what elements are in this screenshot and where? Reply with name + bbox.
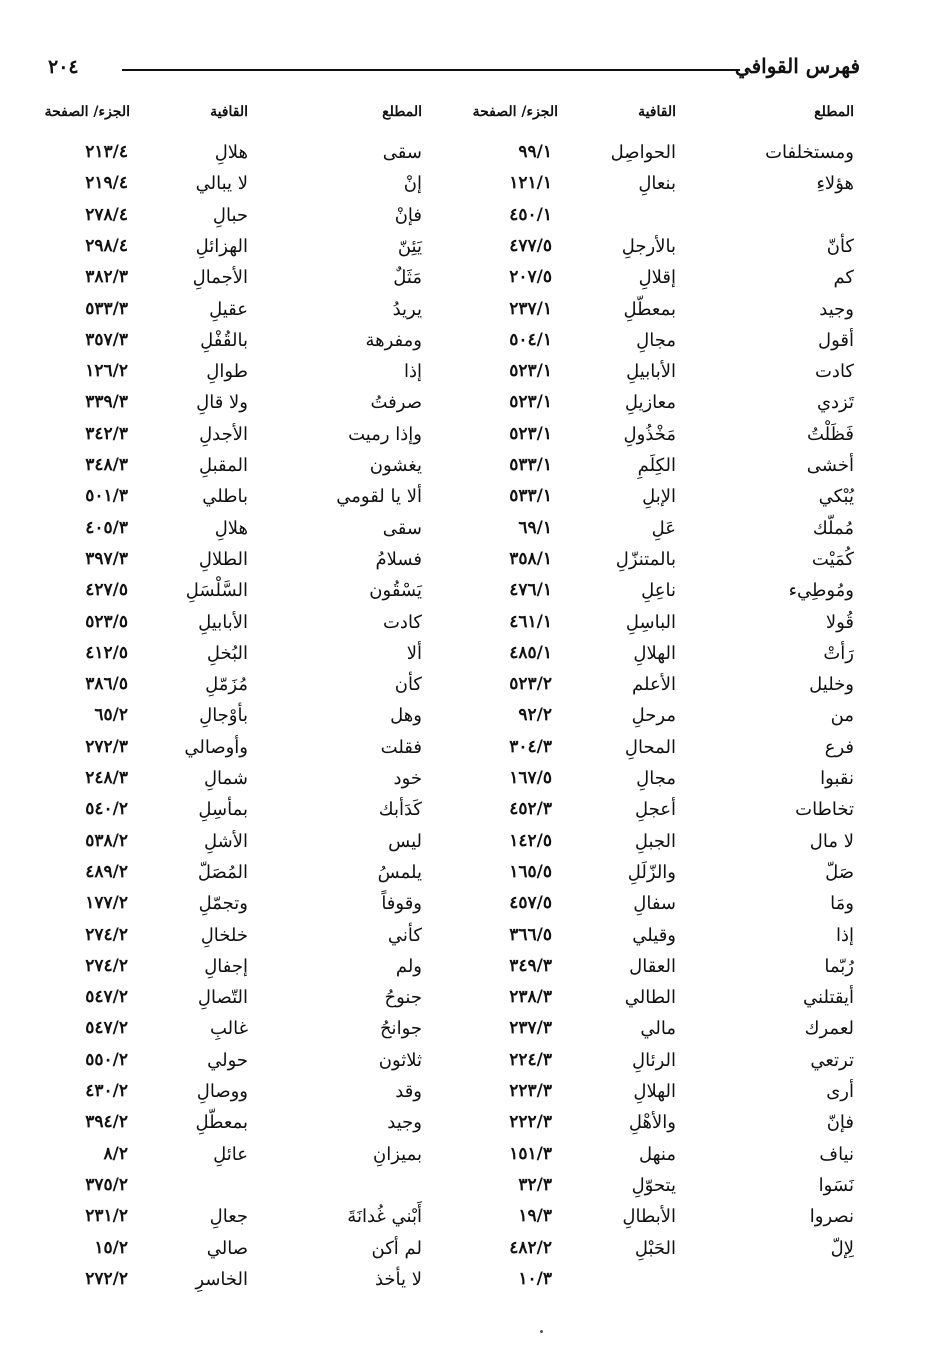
right-opening-cell: هؤلاءِ: [816, 173, 854, 195]
left-ref-cell: ٢٧٨/٤: [85, 204, 128, 225]
right-rhyme-cell: سفالِ: [633, 893, 676, 915]
left-opening-cell: ومفرهة: [365, 329, 422, 351]
left-opening-cell: سقى: [382, 517, 422, 539]
left-rhyme-cell: هلالِ: [214, 142, 248, 163]
right-ref-cell: ١٦٥/٥: [509, 861, 552, 882]
right-ref-cell: ٤٦١/١: [509, 611, 552, 632]
left-ref-cell: ٤٨٩/٢: [85, 861, 128, 882]
right-ref-cell: ٢٣٨/٣: [509, 987, 552, 1008]
left-ref-cell: ٤٠٥/٣: [85, 517, 128, 538]
left-rhyme-cell: المُصَلّ: [197, 861, 248, 883]
right-rhyme-cell: معازيلِ: [624, 392, 676, 414]
left-ref-cell: ٢١٩/٤: [85, 173, 128, 194]
left-rhyme-cell: الأجدلِ: [199, 423, 248, 445]
right-ref-cell: ٣٥٨/١: [509, 548, 552, 569]
left-opening-cell: صرفتُ: [370, 392, 422, 414]
right-opening-cell: أيقتلني: [803, 987, 854, 1009]
left-opening-cell: فسلامُ: [375, 548, 422, 570]
left-ref-cell: ٥٢٣/٥: [85, 611, 128, 632]
right-opening-cell: قُولا: [825, 611, 854, 633]
right-opening-cell: أقول: [818, 329, 854, 351]
right-ref-cell: ٥٣٣/١: [509, 455, 552, 475]
right-rhyme-cell: بمعطّلِ: [623, 298, 676, 320]
left-opening-cell: ألا يا لقومي: [336, 486, 422, 508]
left-ref-cell: ٥٤٧/٢: [85, 987, 128, 1008]
right-ref-cell: ١٩/٣: [518, 1206, 552, 1227]
right-rhyme-cell: الحَبْلِ: [634, 1237, 676, 1259]
right-rhyme-cell: الطالي: [624, 987, 676, 1009]
right-ref-cell: ١٥١/٣: [509, 1143, 552, 1164]
right-opening-cell: تَزدي: [816, 392, 854, 414]
right-opening-cell: كم: [833, 267, 854, 289]
left-opening-cell: يلمسُ: [377, 861, 422, 883]
right-ref-cell: ٤٧٧/٥: [509, 235, 552, 256]
left-ref-cell: ٢٧٤/٢: [85, 955, 128, 976]
header-rule: [122, 69, 740, 71]
right-rhyme-cell: الرئالِ: [632, 1049, 676, 1071]
right-opening-cell: ترتعي: [810, 1049, 854, 1071]
left-opening-cell: جوانحُ: [379, 1018, 422, 1040]
right-opening-cell: أخشى: [806, 455, 854, 476]
left-rhyme-cell: غالبِ: [209, 1018, 248, 1040]
right-opening-cell: نَسَوا: [818, 1174, 854, 1196]
right-rhyme-cell: والأهْلِ: [628, 1112, 676, 1134]
right-ref-cell: ٤٨٥/١: [509, 642, 552, 663]
left-opening-cell: خود: [393, 768, 422, 789]
left-opening-cell: وهل: [390, 705, 422, 727]
right-ref-cell: ١٦٧/٥: [509, 768, 552, 788]
left-rhyme-cell: ولا قالِ: [196, 392, 248, 414]
right-opening-cell: صَلّ: [825, 861, 854, 883]
right-ref-cell: ٩٢/٢: [518, 705, 552, 726]
left-opening-cell: ثلاثون: [378, 1049, 422, 1071]
right-ref-cell: ٢٣٧/١: [509, 298, 552, 319]
right-opening-cell: وجيد: [819, 298, 854, 320]
left-rhyme-cell: جعالِ: [209, 1206, 248, 1228]
right-ref-cell: ٥٢٣/٢: [509, 674, 552, 695]
right-rhyme-cell: مَخْذُولِ: [623, 423, 676, 445]
left-rhyme-cell: شمالِ: [203, 768, 248, 789]
right-rhyme-cell: المحالِ: [624, 736, 676, 758]
right-opening-cell: لعمرك: [804, 1018, 854, 1040]
left-rhyme-cell: بأوْجالِ: [199, 705, 248, 727]
left-ref-cell: ١٥/٢: [94, 1237, 128, 1258]
col-header-left-ref: الجزء/ الصفحة: [44, 104, 130, 120]
left-rhyme-cell: وأوصالي: [184, 736, 248, 758]
right-ref-cell: ١٠/٣: [518, 1268, 552, 1289]
left-opening-cell: ليس: [388, 830, 422, 852]
right-ref-cell: ٤٥٢/٣: [509, 799, 552, 820]
left-ref-cell: ٢٧٢/٢: [85, 1268, 128, 1289]
left-ref-cell: ٥٣٨/٢: [85, 830, 128, 851]
left-rhyme-cell: بمعطّلِ: [195, 1112, 248, 1134]
right-ref-cell: ١٢١/١: [509, 173, 552, 194]
right-opening-cell: فرع: [824, 736, 854, 758]
right-rhyme-cell: بالأرجلِ: [621, 235, 676, 257]
left-opening-cell: يَئِنّ: [397, 235, 422, 257]
left-ref-cell: ٢٧٢/٣: [85, 736, 128, 757]
left-rhyme-cell: وتجمّلِ: [198, 893, 248, 915]
left-opening-cell: إذا: [403, 361, 422, 383]
right-ref-cell: ٥٣٣/١: [509, 486, 552, 507]
right-ref-cell: ٣٠٤/٣: [509, 736, 552, 757]
left-ref-cell: ١٧٧/٢: [85, 893, 128, 914]
left-ref-cell: ٢٤٨/٣: [85, 768, 128, 788]
left-rhyme-cell: حولي: [207, 1049, 248, 1071]
left-rhyme-cell: الأبابيلِ: [198, 611, 248, 633]
left-rhyme-cell: الطلالِ: [198, 548, 248, 570]
right-ref-cell: ٢٢٣/٣: [509, 1081, 552, 1101]
right-rhyme-cell: مرحلِ: [631, 705, 676, 727]
right-ref-cell: ٣٢/٣: [518, 1174, 552, 1195]
left-opening-cell: كأن: [394, 674, 422, 696]
left-opening-cell: ألا: [406, 642, 422, 664]
right-opening-cell: ومَا: [830, 893, 854, 915]
left-rhyme-cell: المقبلِ: [198, 455, 248, 476]
right-ref-cell: ٤٥٧/٥: [509, 893, 552, 914]
right-opening-cell: رُبّما: [824, 955, 854, 977]
right-rhyme-cell: عَلِ: [651, 517, 676, 539]
left-rhyme-cell: السَّلْسَلِ: [185, 580, 248, 602]
right-opening-cell: فإنّ: [826, 1112, 854, 1134]
right-opening-cell: تخاطات: [795, 799, 854, 821]
right-rhyme-cell: الباسِلِ: [625, 611, 676, 633]
left-opening-cell: أَبْني غُدانَةَ: [347, 1206, 422, 1228]
left-rhyme-cell: صالي: [206, 1237, 248, 1259]
right-opening-cell: كأنّ: [826, 235, 854, 257]
right-ref-cell: ٣٤٩/٣: [509, 955, 552, 976]
right-opening-cell: إذا: [835, 924, 854, 946]
left-rhyme-cell: التّصالِ: [197, 987, 248, 1009]
right-opening-cell: وخليل: [809, 674, 854, 696]
right-rhyme-cell: الأبطالِ: [622, 1206, 676, 1228]
left-ref-cell: ٣٨٢/٣: [85, 267, 128, 288]
left-opening-cell: يغشون: [369, 455, 422, 476]
right-ref-cell: ٥٢٣/١: [509, 423, 552, 444]
left-ref-cell: ٨/٢: [103, 1143, 128, 1164]
left-opening-cell: لا يأخذ: [374, 1268, 422, 1290]
left-ref-cell: ٦٥/٢: [94, 705, 128, 726]
right-rhyme-cell: الأبابيلِ: [626, 361, 676, 383]
right-ref-cell: ٤٧٦/١: [509, 580, 552, 601]
right-rhyme-cell: الجبلِ: [634, 830, 676, 852]
right-rhyme-cell: مجالِ: [636, 329, 676, 351]
right-rhyme-cell: الأعلم: [632, 674, 676, 696]
right-opening-cell: ومستخلفات: [765, 142, 854, 163]
left-rhyme-cell: عقيلِ: [209, 298, 248, 320]
right-ref-cell: ٤٨٢/٢: [509, 1237, 552, 1258]
right-opening-cell: كادت: [814, 361, 854, 383]
left-rhyme-cell: إجفالِ: [204, 955, 248, 977]
right-ref-cell: ٣٦٦/٥: [509, 924, 552, 945]
right-rhyme-cell: الهلالِ: [633, 1081, 676, 1102]
left-rhyme-cell: عائلِ: [213, 1143, 248, 1165]
right-ref-cell: ٢٢٤/٣: [509, 1049, 552, 1070]
left-rhyme-cell: حبالِ: [212, 204, 248, 226]
right-ref-cell: ٥٠٤/١: [509, 329, 552, 350]
left-ref-cell: ٤٣٠/٢: [85, 1081, 128, 1101]
right-rhyme-cell: ناعِلِ: [641, 580, 676, 602]
left-ref-cell: ٥٠١/٣: [85, 486, 128, 507]
left-opening-cell: فقلت: [380, 736, 422, 758]
right-ref-cell: ٤٥٠/١: [509, 204, 552, 225]
right-rhyme-cell: الحواصِل: [610, 142, 676, 163]
left-ref-cell: ٢٩٨/٤: [85, 235, 128, 256]
right-rhyme-cell: وقيلي: [632, 924, 676, 946]
right-ref-cell: ٥٢٣/١: [509, 361, 552, 382]
left-ref-cell: ٢٣١/٢: [85, 1206, 128, 1227]
left-opening-cell: جنوحُ: [384, 987, 422, 1009]
right-opening-cell: كُمَيْت: [811, 548, 854, 570]
left-rhyme-cell: بالقُفْلِ: [200, 329, 248, 351]
left-ref-cell: ٣٥٧/٣: [85, 329, 128, 350]
left-ref-cell: ٤١٢/٥: [85, 642, 128, 663]
left-opening-cell: لم أكن: [371, 1237, 422, 1259]
right-ref-cell: ٦٩/١: [518, 517, 552, 538]
left-ref-cell: ٥٤٧/٢: [85, 1018, 128, 1039]
right-opening-cell: أرى: [826, 1081, 854, 1102]
left-rhyme-cell: ووصالِ: [196, 1081, 248, 1102]
left-ref-cell: ٥٥٠/٢: [85, 1049, 128, 1070]
right-rhyme-cell: بالمتنزّلِ: [615, 548, 676, 570]
stray-dot: [540, 1330, 543, 1333]
left-opening-cell: وقوفاً: [381, 893, 422, 915]
left-opening-cell: سقى: [382, 142, 422, 163]
left-opening-cell: يَسْقُون: [369, 580, 422, 602]
right-opening-cell: رَأتْ: [823, 642, 854, 664]
left-rhyme-cell: الخاسرِ: [195, 1268, 248, 1290]
left-rhyme-cell: لا يبالي: [195, 173, 248, 195]
left-ref-cell: ٤٢٧/٥: [85, 580, 128, 601]
left-rhyme-cell: البُخلِ: [206, 642, 248, 664]
page-title: فهرس القوافي: [734, 54, 860, 78]
right-opening-cell: لِإلّ: [830, 1237, 854, 1259]
left-ref-cell: ٢١٣/٤: [85, 142, 128, 162]
right-opening-cell: من: [830, 705, 854, 727]
left-opening-cell: كَدَأبك: [378, 799, 422, 821]
left-ref-cell: ٣٤٨/٣: [85, 455, 128, 475]
left-rhyme-cell: بمأسِلِ: [198, 799, 248, 821]
right-rhyme-cell: بنعالِ: [638, 173, 676, 195]
right-ref-cell: ٩٩/١: [518, 142, 552, 162]
left-opening-cell: كادت: [382, 611, 422, 633]
right-opening-cell: نصروا: [809, 1206, 854, 1228]
right-opening-cell: فَظَلْتُ: [806, 423, 854, 445]
left-rhyme-cell: الأجمالِ: [192, 267, 248, 289]
right-rhyme-cell: منهل: [638, 1143, 676, 1165]
right-rhyme-cell: مجالِ: [636, 768, 676, 789]
right-rhyme-cell: أعجلِ: [635, 799, 676, 821]
left-rhyme-cell: الهزائلِ: [195, 235, 248, 257]
left-ref-cell: ٣٩٧/٣: [85, 548, 128, 569]
left-opening-cell: يريدُ: [392, 298, 422, 320]
left-opening-cell: وجيد: [387, 1112, 422, 1134]
left-opening-cell: إنْ: [403, 173, 422, 195]
right-rhyme-cell: الهلالِ: [633, 642, 676, 664]
col-header-left-opening: المطلع: [382, 104, 422, 120]
col-header-right-opening: المطلع: [814, 104, 854, 120]
left-opening-cell: وإذا رميت: [348, 423, 422, 445]
col-header-left-rhyme: القافية: [210, 104, 248, 120]
left-rhyme-cell: باطلي: [202, 486, 248, 508]
right-opening-cell: نياف: [819, 1143, 854, 1165]
left-rhyme-cell: خلخالِ: [200, 924, 248, 946]
right-rhyme-cell: العقال: [629, 955, 676, 977]
left-rhyme-cell: هلالِ: [214, 517, 248, 539]
left-opening-cell: بميزانِ: [373, 1143, 422, 1165]
left-opening-cell: كأني: [387, 924, 422, 946]
right-ref-cell: ٢٢٢/٣: [509, 1112, 552, 1133]
right-rhyme-cell: إقلالِ: [638, 267, 676, 289]
left-opening-cell: ولم: [395, 955, 422, 977]
left-ref-cell: ٣٩٤/٢: [85, 1112, 128, 1133]
left-opening-cell: فإنْ: [394, 204, 422, 226]
right-opening-cell: ومُوطِيء: [788, 580, 854, 602]
left-ref-cell: ٣٤٢/٣: [85, 423, 128, 444]
right-rhyme-cell: يتحوّلِ: [631, 1174, 676, 1196]
left-ref-cell: ٥٤٠/٢: [85, 799, 128, 820]
page-header: [40, 56, 860, 96]
right-opening-cell: نقبوا: [820, 768, 854, 789]
left-ref-cell: ٣٧٥/٢: [85, 1174, 128, 1195]
right-ref-cell: ١٤٢/٥: [509, 830, 552, 851]
left-opening-cell: وقد: [395, 1081, 422, 1102]
right-ref-cell: ٢٣٧/٣: [509, 1018, 552, 1039]
left-ref-cell: ٣٨٦/٥: [85, 674, 128, 695]
right-opening-cell: مُملّك: [812, 517, 854, 539]
left-ref-cell: ٥٣٣/٣: [85, 298, 128, 319]
left-ref-cell: ١٢٦/٢: [85, 361, 128, 382]
right-rhyme-cell: مالي: [640, 1018, 676, 1040]
right-rhyme-cell: الإبلِ: [642, 486, 676, 508]
right-ref-cell: ٢٠٧/٥: [509, 267, 552, 288]
right-rhyme-cell: الكِلَمِ: [637, 455, 676, 476]
page-number: ٢٠٤: [48, 56, 79, 78]
right-opening-cell: يُبْكي: [818, 486, 854, 508]
left-ref-cell: ٢٧٤/٢: [85, 924, 128, 945]
left-ref-cell: ٣٣٩/٣: [85, 392, 128, 413]
right-opening-cell: لا مال: [809, 830, 854, 852]
left-rhyme-cell: الأشلِ: [204, 830, 248, 852]
col-header-right-rhyme: القافية: [638, 104, 676, 120]
col-header-right-ref: الجزء/ الصفحة: [472, 104, 558, 120]
left-rhyme-cell: طوالِ: [206, 361, 248, 383]
left-opening-cell: مَثَلٌ: [393, 267, 422, 289]
left-rhyme-cell: مُزَمّلِ: [205, 674, 248, 696]
right-rhyme-cell: والزّلَلِ: [627, 861, 676, 883]
right-ref-cell: ٥٢٣/١: [509, 392, 552, 413]
